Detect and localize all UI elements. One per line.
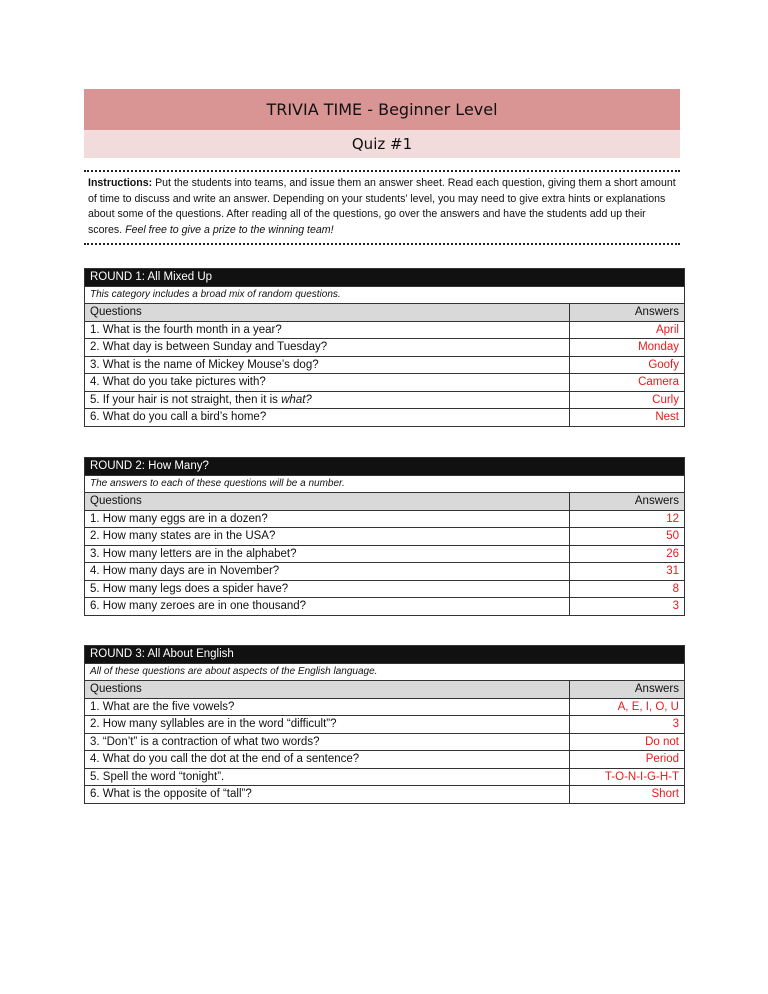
answer-text: A, E, I, O, U [570, 698, 685, 716]
answer-text: Short [570, 786, 685, 804]
answer-text: 50 [570, 528, 685, 546]
question-text [85, 768, 570, 786]
instructions-label: Instructions: [88, 177, 153, 189]
question-main: 3. What is the name of Mickey Mouse’s dog? [90, 358, 319, 371]
questions-column-header: Questions [85, 681, 570, 699]
answer-text: 26 [570, 545, 685, 563]
question-text [85, 356, 570, 374]
answer-text: Camera [570, 374, 685, 392]
question-text [85, 528, 570, 546]
question-main: 3. How many letters are in the alphabet? [90, 547, 297, 560]
answers-column-header: Answers [570, 681, 685, 699]
question-main: 1. How many eggs are in a dozen? [90, 512, 268, 525]
answer-text: Do not [570, 733, 685, 751]
answer-text: Period [570, 751, 685, 769]
questions-column-header: Questions [85, 304, 570, 322]
question-row [85, 580, 685, 598]
question-text [85, 751, 570, 769]
question-main: 5. If your hair is not straight, then it is [90, 393, 282, 406]
question-italic: what? [281, 393, 312, 406]
round-2-table [84, 457, 685, 616]
answer-text: Nest [570, 409, 685, 427]
question-text [85, 409, 570, 427]
question-text [85, 391, 570, 409]
answer-text: 8 [570, 580, 685, 598]
answer-text: Curly [570, 391, 685, 409]
question-text [85, 786, 570, 804]
answers-column-header: Answers [570, 304, 685, 322]
answer-text: 3 [570, 716, 685, 734]
answer-text: Goofy [570, 356, 685, 374]
question-row [85, 356, 685, 374]
question-row [85, 528, 685, 546]
round-3-table [84, 645, 685, 804]
round-heading: ROUND 1: All Mixed Up [85, 269, 685, 287]
question-row [85, 374, 685, 392]
question-text [85, 510, 570, 528]
instructions-body: Put the students into teams, and issue them an answer sheet. Read each question, giving them a short amount of time to discuss and write an answer. Depending on your students’ level, you may need to give extra hints or explanations about some of the questions. After reading all of the questions, go over the answers and have the students add up their scores. [88, 177, 676, 236]
answers-column-header: Answers [570, 493, 685, 511]
question-text [85, 580, 570, 598]
round-heading: ROUND 3: All About English [85, 646, 685, 664]
question-row [85, 510, 685, 528]
question-main: 6. What is the opposite of “tall”? [90, 788, 252, 801]
round-description: All of these questions are about aspects of the English language. [85, 663, 685, 681]
question-row [85, 716, 685, 734]
question-text [85, 698, 570, 716]
question-main: 5. How many legs does a spider have? [90, 582, 289, 595]
questions-column-header: Questions [85, 493, 570, 511]
question-row [85, 563, 685, 581]
page-header [84, 89, 680, 245]
question-row [85, 321, 685, 339]
answer-text: Monday [570, 339, 685, 357]
question-main: 4. What do you take pictures with? [90, 376, 266, 389]
question-main: 5. Spell the word “tonight”. [90, 770, 225, 783]
answer-text: 31 [570, 563, 685, 581]
question-main: 1. What are the five vowels? [90, 700, 235, 713]
page-title: TRIVIA TIME - Beginner Level [84, 89, 680, 130]
round-heading: ROUND 2: How Many? [85, 458, 685, 476]
question-text [85, 374, 570, 392]
round-description: This category includes a broad mix of random questions. [85, 286, 685, 304]
question-text [85, 545, 570, 563]
question-text [85, 733, 570, 751]
question-row [85, 598, 685, 616]
question-main: 2. How many syllables are in the word “difficult”? [90, 718, 337, 731]
question-main: 2. How many states are in the USA? [90, 530, 276, 543]
instructions-italic: Feel free to give a prize to the winning team! [125, 223, 334, 236]
question-row [85, 545, 685, 563]
question-text [85, 563, 570, 581]
question-text [85, 598, 570, 616]
question-main: 6. How many zeroes are in one thousand? [90, 600, 307, 613]
question-row [85, 391, 685, 409]
answer-text: April [570, 321, 685, 339]
question-row [85, 768, 685, 786]
question-row [85, 698, 685, 716]
question-main: 3. “Don’t” is a contraction of what two words? [90, 735, 320, 748]
question-main: 4. What do you call the dot at the end of a sentence? [90, 753, 360, 766]
answer-text: 12 [570, 510, 685, 528]
answer-text: T-O-N-I-G-H-T [570, 768, 685, 786]
question-row [85, 733, 685, 751]
question-text [85, 716, 570, 734]
instructions-block [84, 170, 680, 245]
question-main: 1. What is the fourth month in a year? [90, 323, 282, 336]
question-text [85, 321, 570, 339]
quiz-subtitle: Quiz #1 [84, 130, 680, 158]
question-main: 6. What do you call a bird’s home? [90, 411, 267, 424]
question-row [85, 751, 685, 769]
question-text [85, 339, 570, 357]
answer-text: 3 [570, 598, 685, 616]
round-description: The answers to each of these questions will be a number. [85, 475, 685, 493]
question-row [85, 339, 685, 357]
question-main: 4. How many days are in November? [90, 565, 280, 578]
question-main: 2. What day is between Sunday and Tuesday? [90, 341, 328, 354]
question-row [85, 786, 685, 804]
question-row [85, 409, 685, 427]
round-1-table [84, 268, 685, 427]
